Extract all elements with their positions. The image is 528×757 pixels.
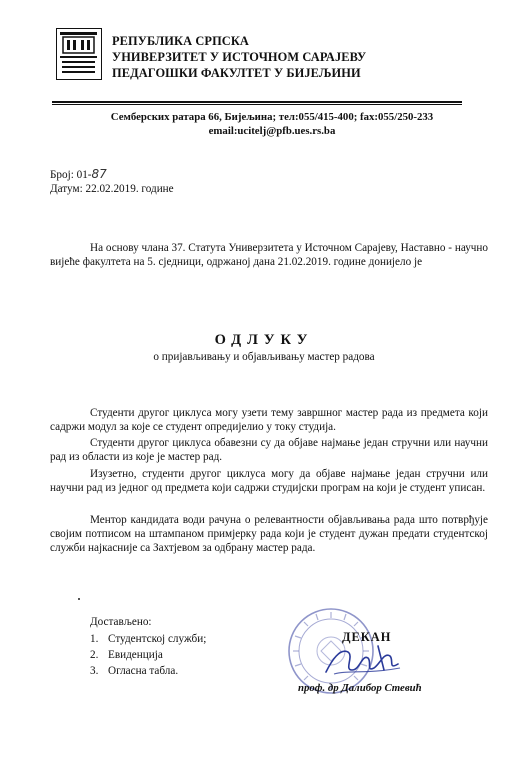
- paragraph-1: Студенти другог циклуса могу узети тему завршног мастер рада из предмета који садржи модул за које се студент опредијелио у току студија.: [50, 407, 488, 433]
- delivery-item: 1. Студентској служби;: [90, 633, 207, 645]
- paragraph-3: Изузетно, студенти другог циклуса могу да објаве најмање један стручни или научни рад из једног од предмета који садржи студијски програм на који је студент уписан.: [50, 468, 488, 494]
- faculty-logo: [56, 28, 102, 80]
- delivery-list: [90, 631, 206, 679]
- document-subtitle: о пријављивању и објављивању мастер радова: [153, 351, 375, 363]
- signatory-title: ДЕКАН: [342, 630, 392, 644]
- signatory-name: проф. др Далибор Стевић: [298, 682, 422, 694]
- address-block: [82, 110, 462, 138]
- handwritten-signature: [318, 640, 408, 680]
- header-faculty: ПЕДАГОШКИ ФАКУЛТЕТ У БИЈЕЉИНИ: [112, 66, 361, 80]
- header-country: РЕПУБЛИКА СРПСКА: [112, 34, 249, 48]
- document-number: [50, 167, 174, 182]
- header-university: УНИВЕРЗИТЕТ У ИСТОЧНОМ САРАЈЕВУ: [112, 50, 367, 64]
- delivery-item: 2. Евиденција: [90, 649, 163, 661]
- header-divider: [52, 101, 462, 103]
- document-date: Датум: 22.02.2019. године: [50, 183, 174, 195]
- delivery-item: 3. Огласна табла.: [90, 665, 179, 677]
- institution-header: [112, 33, 366, 81]
- scan-speck: [78, 598, 80, 600]
- intro-paragraph: На основу члана 37. Статута Универзитета у Источном Сарајеву, Наставно - научно вијеће факултета на 5. сједници, одржаној дана 21.02.2019. године донијело је: [50, 242, 489, 268]
- delivery-label: Достављено:: [90, 616, 152, 628]
- number-label: Број: 01-: [50, 169, 92, 181]
- address-line: Семберских ратара 66, Бијељина; тел:055/415-400; fax:055/250-233: [110, 111, 434, 123]
- paragraph-4: Ментор кандидата води рачуна о релевантности објављивања рада што потврђује својим потписом на штампаном примјерку рада који је студент дужан предати студентској служби најкасније са Захтјевом за одбрану мастер рада.: [50, 514, 488, 554]
- number-value: 87: [91, 167, 107, 181]
- document-title: ОДЛУКУ: [214, 332, 314, 348]
- header-divider-thin: [52, 104, 462, 105]
- email-line: email:ucitelj@pfb.ues.rs.ba: [208, 125, 336, 137]
- paragraph-2: Студенти другог циклуса обавезни су да објаве најмање један стручни или научни рад из области из које је мастер рад.: [50, 437, 488, 463]
- document-meta: [50, 167, 174, 196]
